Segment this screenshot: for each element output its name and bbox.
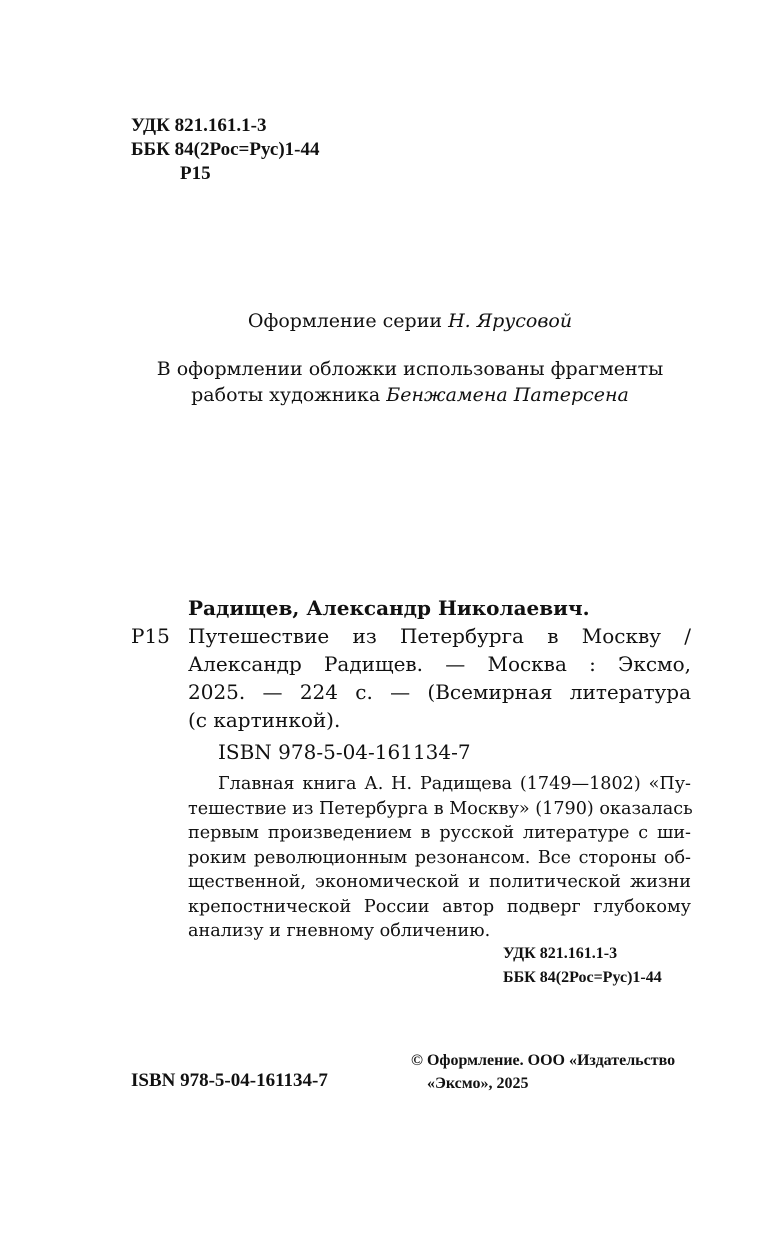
annotation-line-1: Главная книга А. Н. Радищева (1749—1802) «Пу-: [218, 774, 691, 794]
cover-credit-prefix: работы художника: [191, 384, 387, 406]
annotation-line-3: первым произведением в русской литературе с ши-: [188, 823, 691, 843]
cover-credit-line-1: В оформлении обложки использованы фрагменты: [156, 358, 664, 380]
copyright-line-2: «Эксмо», 2025: [427, 1075, 529, 1092]
card-title-line-3: 2025. — 224 с. — (Всемирная литература: [188, 680, 691, 704]
top-udk-code: УДК 821.161.1-3: [131, 115, 267, 136]
card-isbn: ISBN 978-5-04-161134-7: [218, 740, 471, 764]
top-author-mark: Р15: [180, 163, 211, 184]
series-design-prefix: Оформление серии: [247, 310, 449, 332]
annotation-line-5: щественной, экономической и политической жизни: [188, 872, 691, 892]
annotation-line-6: крепостнической России автор подверг глубокому: [188, 896, 691, 917]
card-title-line-2: Александр Радищев. — Москва : Эксмо,: [188, 652, 691, 676]
series-designer-name: Н. Ярусовой: [448, 310, 573, 332]
card-annotation: [188, 772, 691, 944]
cover-credit-line-2: [0, 382, 768, 408]
card-title-line-1: Путешествие из Петербурга в Москву /: [188, 624, 691, 648]
cover-artist-name: Бенжамена Патерсена: [386, 384, 629, 406]
card-author-mark: Р15: [131, 624, 170, 648]
card-author: Радищев, Александр Николаевич.: [188, 596, 590, 620]
card-bbk-code: ББК 84(2Рос=Рус)1-44: [503, 969, 662, 986]
annotation-line-4: роким революционным резонансом. Все стороны об-: [188, 847, 691, 868]
footer-isbn: ISBN 978-5-04-161134-7: [131, 1070, 328, 1091]
series-design-credit: [0, 308, 768, 334]
card-title-line-4: (с картинкой).: [188, 708, 341, 732]
card-udk-code: УДК 821.161.1-3: [503, 945, 618, 962]
annotation-line-2: тешествие из Петербурга в Москву» (1790) оказалась: [188, 798, 693, 819]
annotation-line-7: анализу и гневному обличению.: [188, 921, 491, 941]
top-bbk-code: ББК 84(2Рос=Рус)1-44: [131, 139, 320, 160]
copyright-line-1: © Оформление. ООО «Издательство: [411, 1052, 676, 1069]
